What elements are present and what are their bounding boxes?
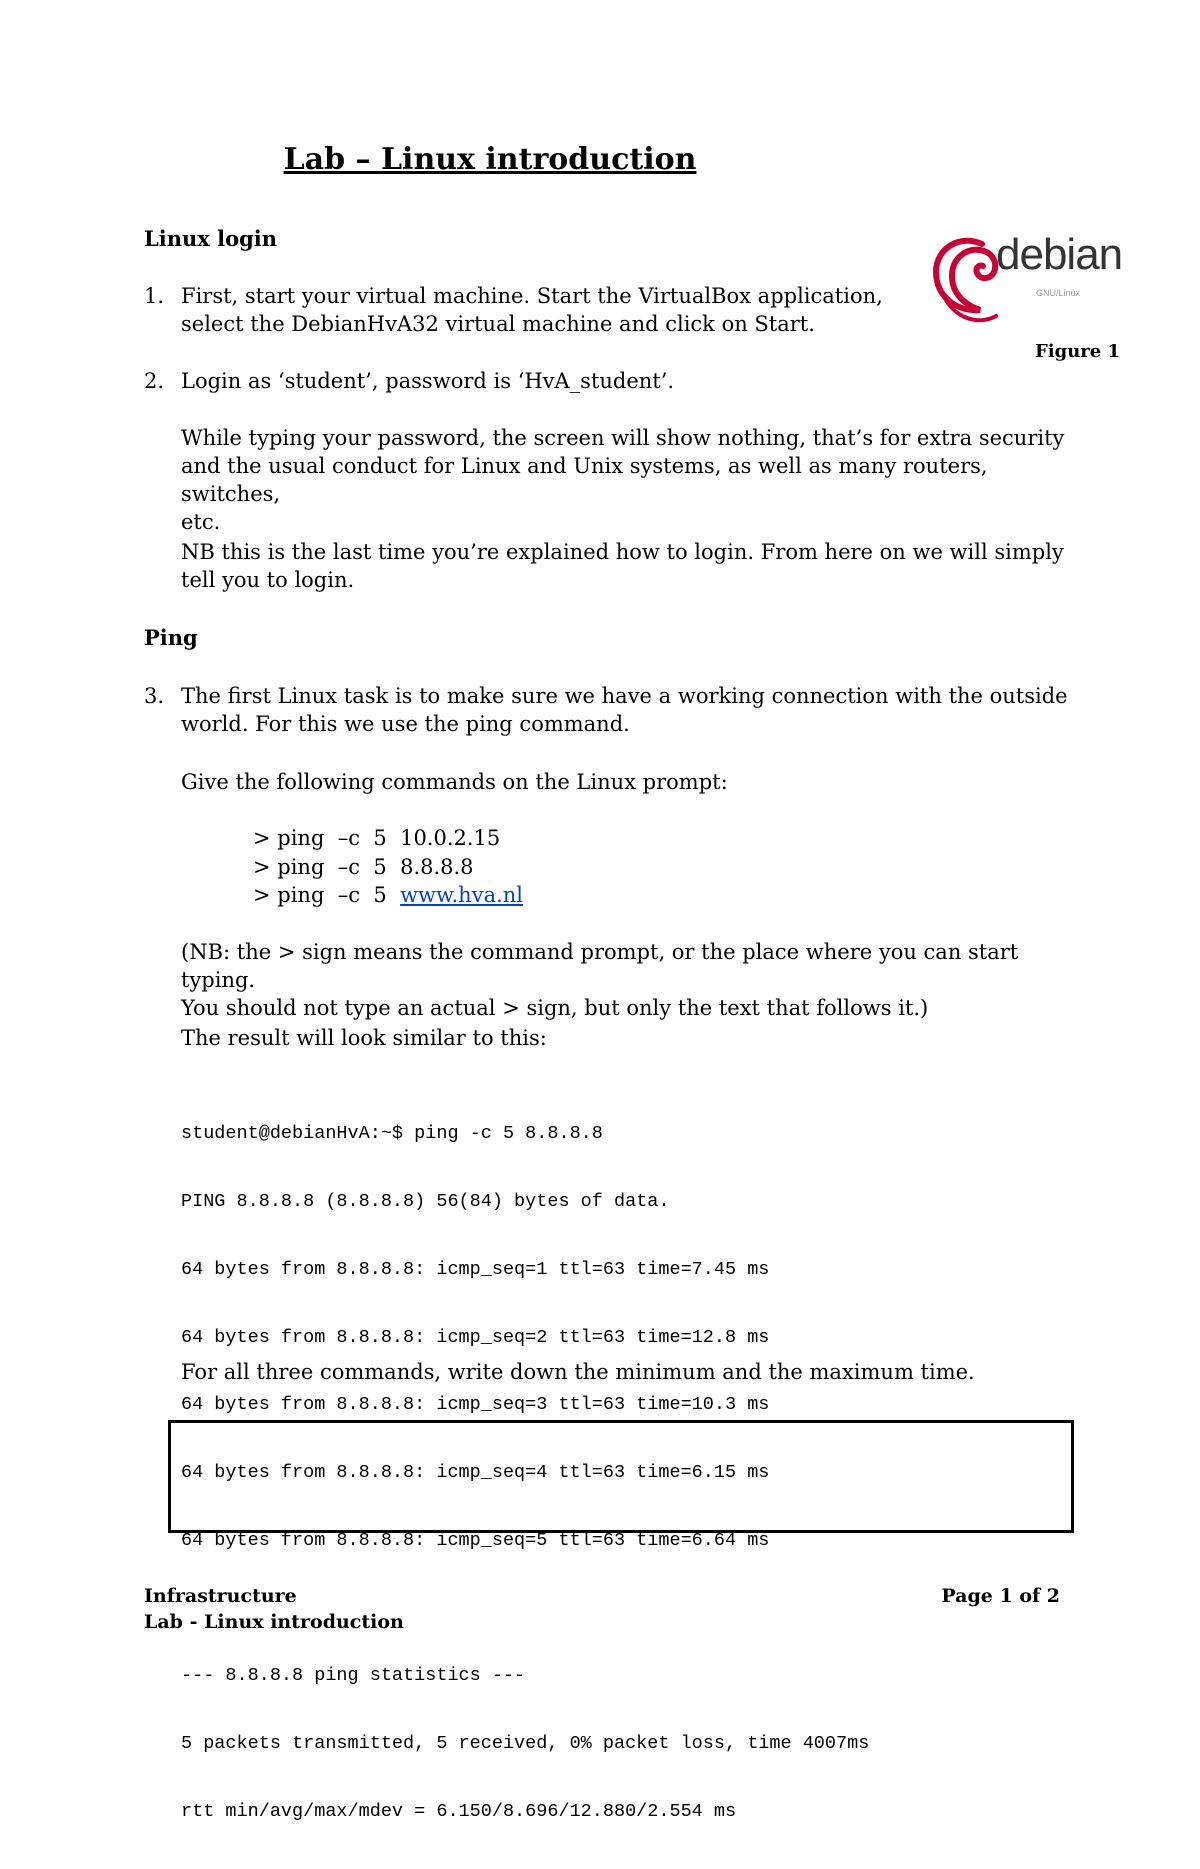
commands-intro: Give the following commands on the Linux prompt: xyxy=(181,770,728,794)
figure-caption: Figure 1 xyxy=(1035,341,1121,362)
command-line xyxy=(253,881,523,910)
footer-page-number: Page 1 of 2 xyxy=(941,1585,1060,1607)
terminal-line: 64 bytes from 8.8.8.8: icmp_seq=2 ttl=63 time=12.8 ms xyxy=(181,1326,770,1348)
item-2-paragraph-2 xyxy=(181,538,1091,594)
item-3-line-2: world. For this we use the ping command. xyxy=(181,712,630,736)
item-2-para-2-line-2: tell you to login. xyxy=(181,568,355,592)
terminal-line: PING 8.8.8.8 (8.8.8.8) 56(84) bytes of data. xyxy=(181,1190,670,1212)
item-number-1: 1. xyxy=(144,284,165,308)
logo-wordmark: debian xyxy=(996,230,1123,279)
question-text: For all three commands, write down the minimum and the maximum time. xyxy=(181,1360,975,1384)
command-prefix: > ping –c 5 xyxy=(253,854,401,879)
hva-link[interactable]: www.hva.nl xyxy=(400,883,524,907)
terminal-line: --- 8.8.8.8 ping statistics --- xyxy=(181,1665,526,1687)
section-heading-login: Linux login xyxy=(144,226,278,251)
page-title: Lab – Linux introduction xyxy=(283,142,697,177)
footer-course: Infrastructure xyxy=(144,1585,297,1607)
item-1-text xyxy=(181,282,1091,338)
terminal-line: 5 packets transmitted, 5 received, 0% packet loss, time 4007ms xyxy=(181,1733,870,1755)
command-line xyxy=(253,853,523,882)
terminal-line: 64 bytes from 8.8.8.8: icmp_seq=3 ttl=63 time=10.3 ms xyxy=(181,1394,770,1416)
item-2-para-1-line-1: While typing your password, the screen will show nothing, that’s for extra security xyxy=(181,426,1065,450)
terminal-line: student@debianHvA:~$ ping -c 5 8.8.8.8 xyxy=(181,1123,603,1145)
result-intro: The result will look similar to this: xyxy=(181,1026,547,1050)
nb-note-line-2: You should not type an actual > sign, but only the text that follows it.) xyxy=(181,996,929,1020)
terminal-line: 64 bytes from 8.8.8.8: icmp_seq=1 ttl=63 time=7.45 ms xyxy=(181,1258,770,1280)
item-3-line-1: The first Linux task is to make sure we have a working connection with the outside xyxy=(181,684,1068,708)
command-prefix: > ping –c 5 xyxy=(253,883,401,907)
item-2-para-2-line-1: NB this is the last time you’re explained how to login. From here on we will simply xyxy=(181,540,1064,564)
command-argument: 10.0.2.15 xyxy=(400,826,501,850)
item-2-text: Login as ‘student’, password is ‘HvA_student’. xyxy=(181,369,675,393)
command-argument: 8.8.8.8 xyxy=(400,854,474,879)
item-2-para-1-line-3: etc. xyxy=(181,510,221,534)
item-1-line-2: select the DebianHvA32 virtual machine and click on Start. xyxy=(181,312,815,336)
command-list xyxy=(253,824,523,910)
section-heading-ping: Ping xyxy=(144,625,198,650)
item-3-text xyxy=(181,682,1091,738)
item-number-3: 3. xyxy=(144,684,165,708)
terminal-line: 64 bytes from 8.8.8.8: icmp_seq=4 ttl=63 time=6.15 ms xyxy=(181,1462,770,1484)
logo-subtext: GNU/Linux xyxy=(1036,288,1081,298)
item-2-paragraph-1 xyxy=(181,424,1091,536)
answer-box[interactable] xyxy=(168,1420,1074,1533)
command-line xyxy=(253,824,523,853)
item-2-para-1-line-2: and the usual conduct for Linux and Unix systems, as well as many routers, switches, xyxy=(181,454,988,506)
command-prefix: > ping –c 5 xyxy=(253,826,401,850)
footer-subtitle: Lab - Linux introduction xyxy=(144,1611,404,1633)
terminal-line: 64 bytes from 8.8.8.8: icmp_seq=5 ttl=63 time=6.64 ms xyxy=(181,1529,770,1551)
item-1-line-1: First, start your virtual machine. Start the VirtualBox application, xyxy=(181,284,883,308)
terminal-line: rtt min/avg/max/mdev = 6.150/8.696/12.880/2.554 ms xyxy=(181,1801,737,1822)
nb-note xyxy=(181,938,1091,1022)
item-number-2: 2. xyxy=(144,369,165,393)
nb-note-line-1: (NB: the > sign means the command prompt, or the place where you can start typing. xyxy=(181,940,1019,992)
